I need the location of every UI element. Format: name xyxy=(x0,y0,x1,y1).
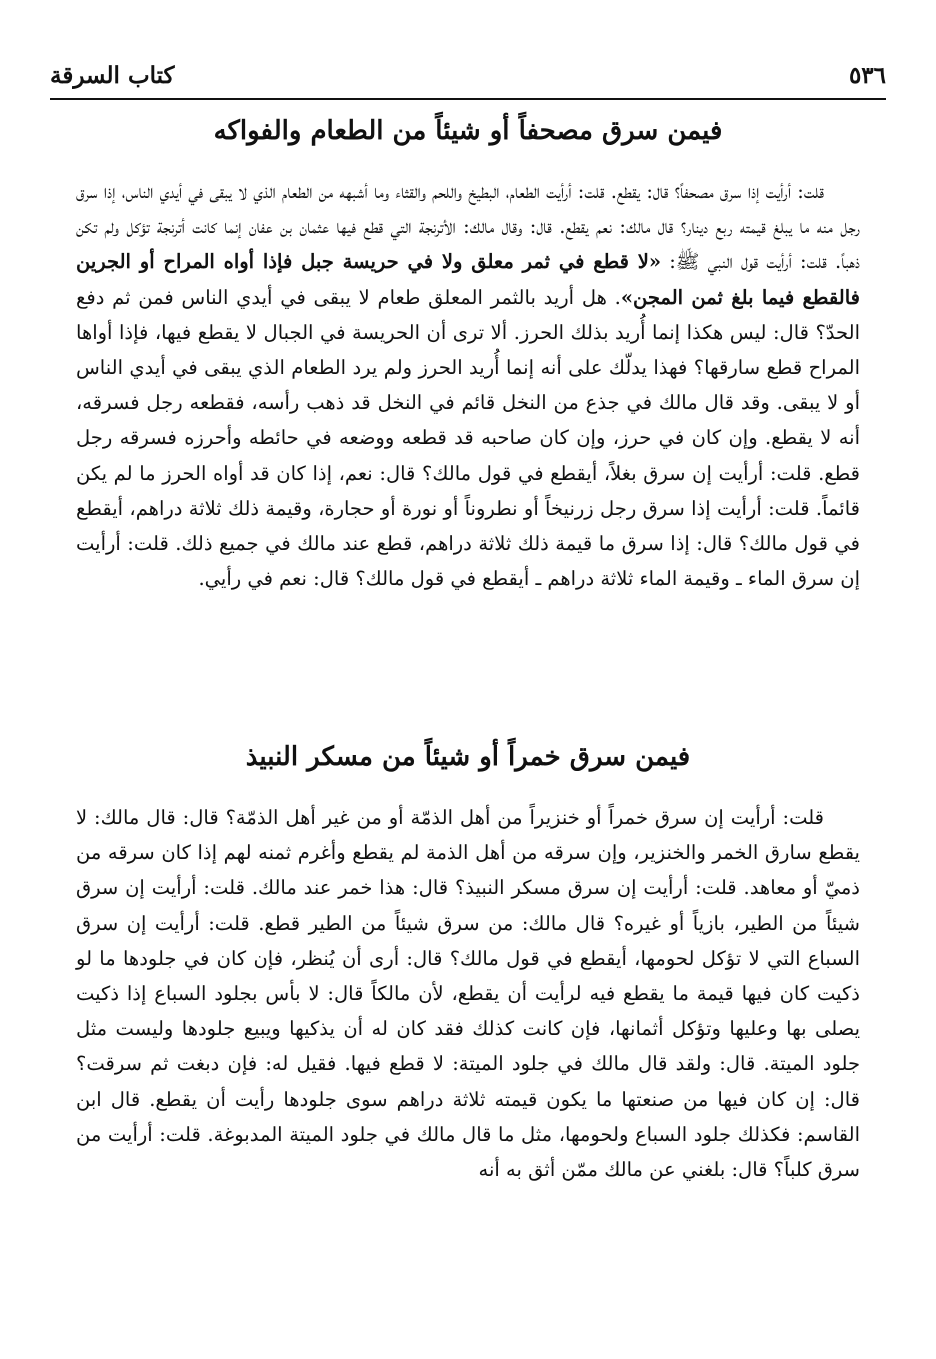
section-heading-theft-of-wine: فيمن سرق خمراً أو شيئاً من مسكر النبيذ xyxy=(245,742,691,772)
page-number: ٥٣٦ xyxy=(848,62,886,89)
paragraph: قلت: أرأيت إن سرق خمراً أو خنزيراً من أهل الذمّة أو من غير أهل الذمّة؟ قال: قال مالك: لا يقطع سارق الخمر والخنزير، وإن سرقه من أهل الذمة لم يقطع وأغرم ثمنه لهم إذا كان سرقه من ذميّ أو معاهد. قلت: أرأيت إن سرق مسكر النبيذ؟ قال: هذا خمر عند مالك. قلت: أرأيت إن سرق شيئاً من الطير، بازياً أو غيره؟ قال مالك: من سرق شيئاً من الطير قطع. قلت: أرأيت إن سرق السباع التي لا تؤكل لحومها، أيقطع في قول مالك؟ قال: أرى أن يُنظر، فإن كان في جلودها ما لو ذكيت كان فيها قيمة ما يقطع فيه لرأيت أن يقطع، لأن مالكاً قال: لا بأس بجلود السباع إذا ذكيت يصلى بها وعليها وتؤكل أثمانها، فإن كانت كذلك فقد كان له أن يذكيها ويبيع جلودها وليست مثل جلود الميتة. قال: ولقد قال مالك في جلود الميتة: لا قطع فيها. فقيل له: فإن دبغت ثم سرقت؟ قال: إن كان فيها من صنعتها ما يكون قيمته ثلاثة دراهم سوى جلودها رأيت أن يقطع. قال ابن القاسم: فكذلك جلود السباع ولحومها، مثل ما قال مالك في جلود الميتة المدبوغة. قلت: أرأيت من سرق كلباً؟ قال: بلغني عن مالك ممّن أثق به أنه xyxy=(76,806,860,1182)
header-title: كتاب السرقة xyxy=(50,62,175,89)
text-before-hadith: قلت: أرأيت إذا سرق مصحفاً؟ قال: يقطع. قلت: أرأيت الطعام، البطيخ واللحم والقثاء وما أشبهه من الطعام الذي لا يبقى في أيدي الناس، إذا سرق رجل منه ما يبلغ قيمته ربع دينار؟ قال مالك: نعم يقطع. قال: وقال مالك: الأترنجة التي قطع فيها عثمان بن عفان إنما كانت أترنجة تؤكل ولم تكن ذهباً. قلت: أرأيت قول النبي ﷺ: xyxy=(76,180,860,274)
text-after-hadith: . هل أريد بالثمر المعلق طعام لا يبقى في أيدي الناس فمن ثم دفع الحدّ؟ قال: ليس هكذا إنما أُريد بذلك الحرز. ألا ترى أن الحريسة في الجبال لا يقطع فيها، فإذا أواها المراح قطع سارقها؟ فهذا يدلّك على أنه إنما أُريد الحرز ولم يرد الطعام الذي يبقى في أيدي الناس أو لا يبقى. وقد قال مالك في جذع من النخل قائم في النخل قد ذهب رأسه، فقطعه رجل فسرقه، أنه لا يقطع. وإن كان في حرز، وإن كان صاحبه قد قطعه ووضعه في حائطه وأحرزه فسرقه رجل قطع. قلت: أرأيت إن سرق بغلاً، أيقطع في قول مالك؟ قال: نعم، إذا كان قد أواه الحرز ما لم يكن قائماً. قلت: أرأيت إذا سرق رجل زرنيخاً أو نطروناً أو نورة أو حجارة، وقيمة ذلك ثلاثة دراهم، أيقطع في قول مالك؟ قال: إذا سرق ما قيمة ذلك ثلاثة دراهم، قطع عند مالك في جميع ذلك. قلت: أرأيت إن سرق الماء ـ وقيمة الماء ثلاثة دراهم ـ أيقطع في قول مالك؟ قال: نعم في رأيي. xyxy=(76,285,860,591)
section-heading-theft-of-mushaf: فيمن سرق مصحفاً أو شيئاً من الطعام والفواكه xyxy=(213,116,723,146)
section-body-theft-of-mushaf xyxy=(76,174,860,596)
hadith-quote: «لا قطع في ثمر معلق ولا في حريسة جبل فإذا أواه المراح أو الجرين فالقطع فيما بلغ ثمن المجن» xyxy=(76,250,860,309)
section-body-theft-of-wine xyxy=(76,800,860,1187)
paragraph xyxy=(76,174,860,596)
running-header xyxy=(50,58,886,100)
